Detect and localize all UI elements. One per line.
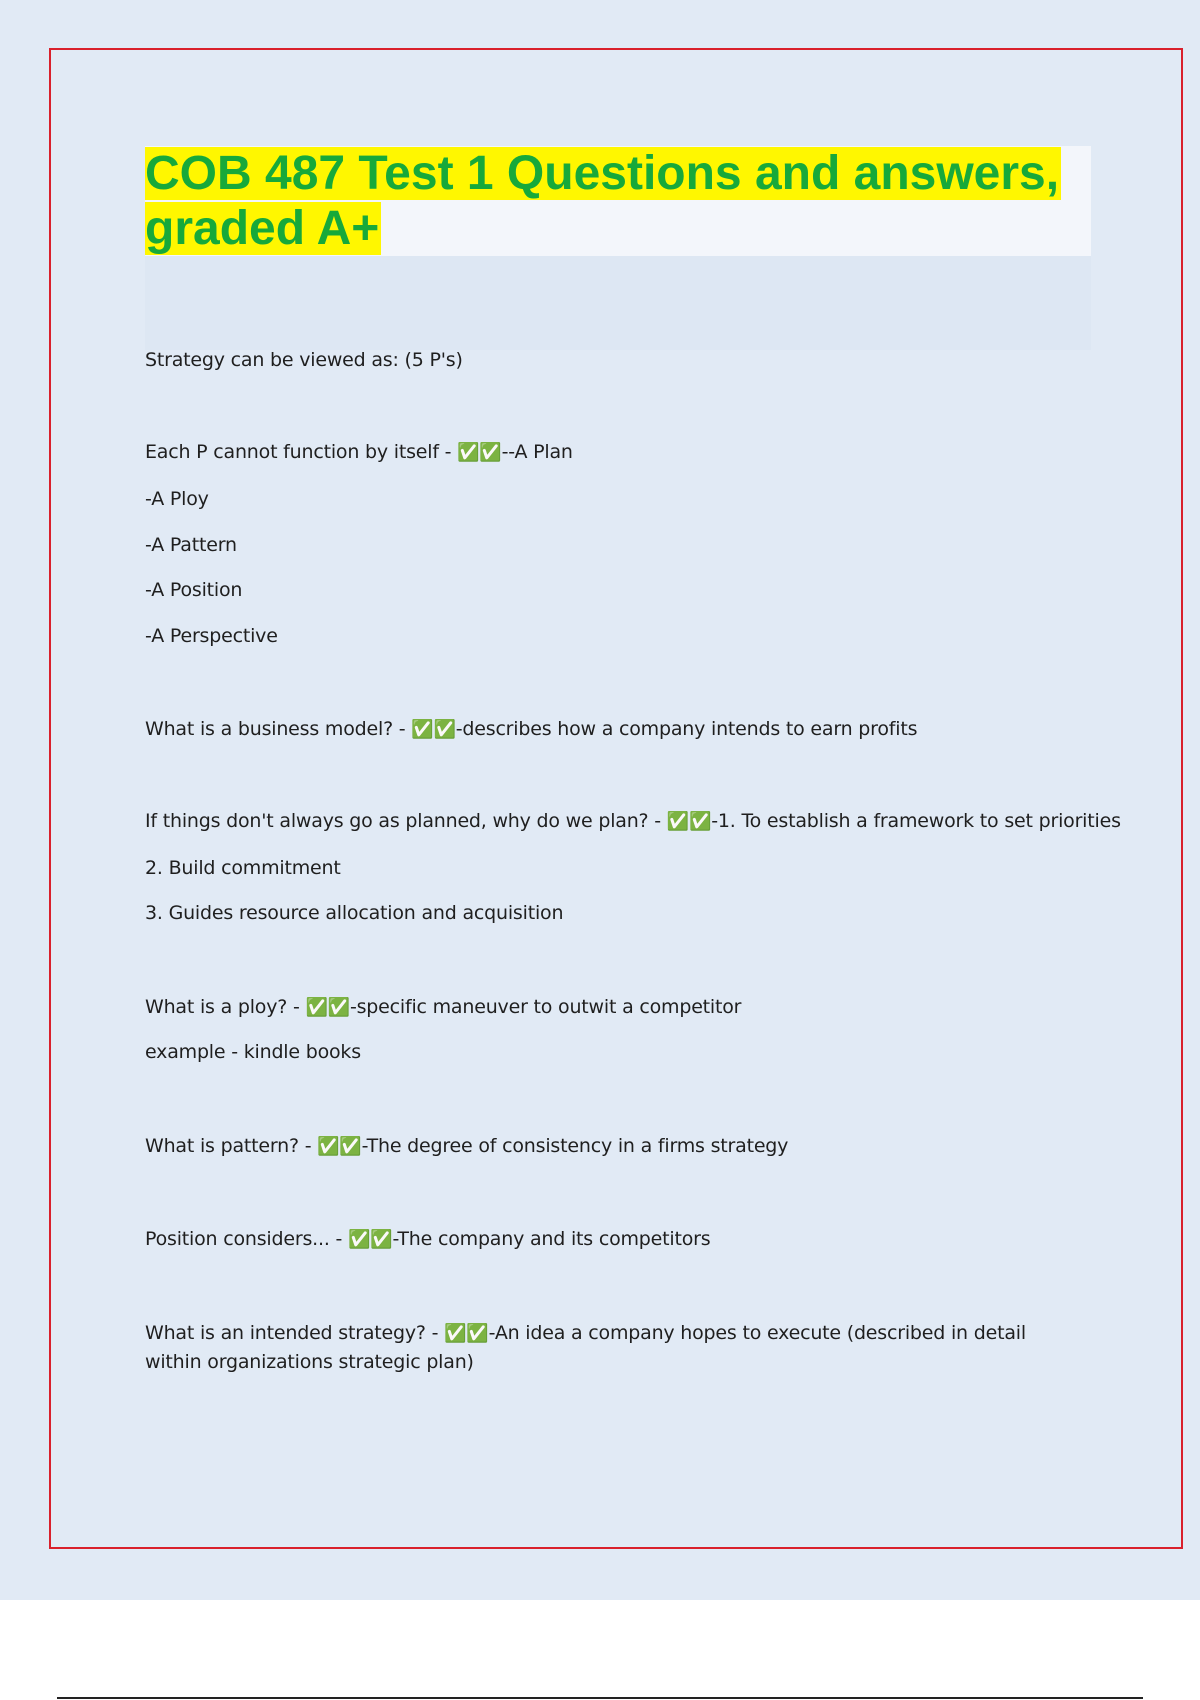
question-text: What is an intended strategy? - <box>145 1322 445 1344</box>
double-check-icon: ✅✅ <box>457 442 502 463</box>
double-check-icon: ✅✅ <box>666 811 712 832</box>
answer-line: -A Pattern <box>145 534 237 556</box>
qa-item: Position considers... - ✅✅-The company and its competitors <box>145 1228 711 1250</box>
answer-text: describes how a company intends to earn profits <box>462 718 918 740</box>
answer-line: -A Position <box>145 579 243 601</box>
title-shadow-band <box>145 256 1091 350</box>
double-check-icon: ✅✅ <box>317 1136 362 1157</box>
answer-text: The degree of consistency in a firms strategy <box>366 1135 789 1157</box>
answer-text: The company and its competitors <box>397 1228 711 1250</box>
double-check-icon: ✅✅ <box>305 997 350 1018</box>
answer-line: 2. Build commitment <box>145 857 341 879</box>
question-text: Position considers... - <box>145 1228 349 1250</box>
intro-text: Strategy can be viewed as: (5 P's) <box>145 349 463 371</box>
double-check-icon: ✅✅ <box>444 1323 489 1344</box>
question-text: Each P cannot function by itself - <box>145 441 458 463</box>
answer-text: 1. To establish a framework to set priorities <box>717 810 1121 832</box>
question-text: What is a business model? - <box>145 718 412 740</box>
answer-text: An idea a company hopes to execute (described in detail within organizations strategic plan) <box>145 1322 1026 1373</box>
answer-text: -A Plan <box>508 441 573 463</box>
title-line-1: COB 487 Test 1 Questions and answers, <box>145 147 1060 200</box>
qa-item: What is an intended strategy? - ✅✅-An idea a company hopes to execute (described in detail within organizations strategic plan) <box>145 1322 1026 1373</box>
title-line-2: graded A+ <box>145 202 380 255</box>
question-text: What is a ploy? - <box>145 996 306 1018</box>
double-check-icon: ✅✅ <box>348 1229 393 1250</box>
double-check-icon: ✅✅ <box>411 719 456 740</box>
qa-item: Each P cannot function by itself - ✅✅--A Plan <box>145 441 573 463</box>
document-title <box>145 146 1091 256</box>
answer-line: 3. Guides resource allocation and acquisition <box>145 902 564 924</box>
footer-divider <box>57 1697 1143 1699</box>
question-text: If things don't always go as planned, why do we plan? - <box>145 810 667 832</box>
answer-text: specific maneuver to outwit a competitor <box>356 996 742 1018</box>
question-text: What is pattern? - <box>145 1135 318 1157</box>
answer-line: -A Perspective <box>145 625 278 647</box>
qa-item: If things don't always go as planned, why do we plan? - ✅✅-1. To establish a framework to set priorities <box>145 810 1121 832</box>
qa-item: What is a ploy? - ✅✅-specific maneuver to outwit a competitor <box>145 996 742 1018</box>
answer-line: example - kindle books <box>145 1041 361 1063</box>
qa-item: What is pattern? - ✅✅-The degree of consistency in a firms strategy <box>145 1135 789 1157</box>
answer-line: -A Ploy <box>145 488 209 510</box>
qa-item: What is a business model? - ✅✅-describes how a company intends to earn profits <box>145 718 918 740</box>
